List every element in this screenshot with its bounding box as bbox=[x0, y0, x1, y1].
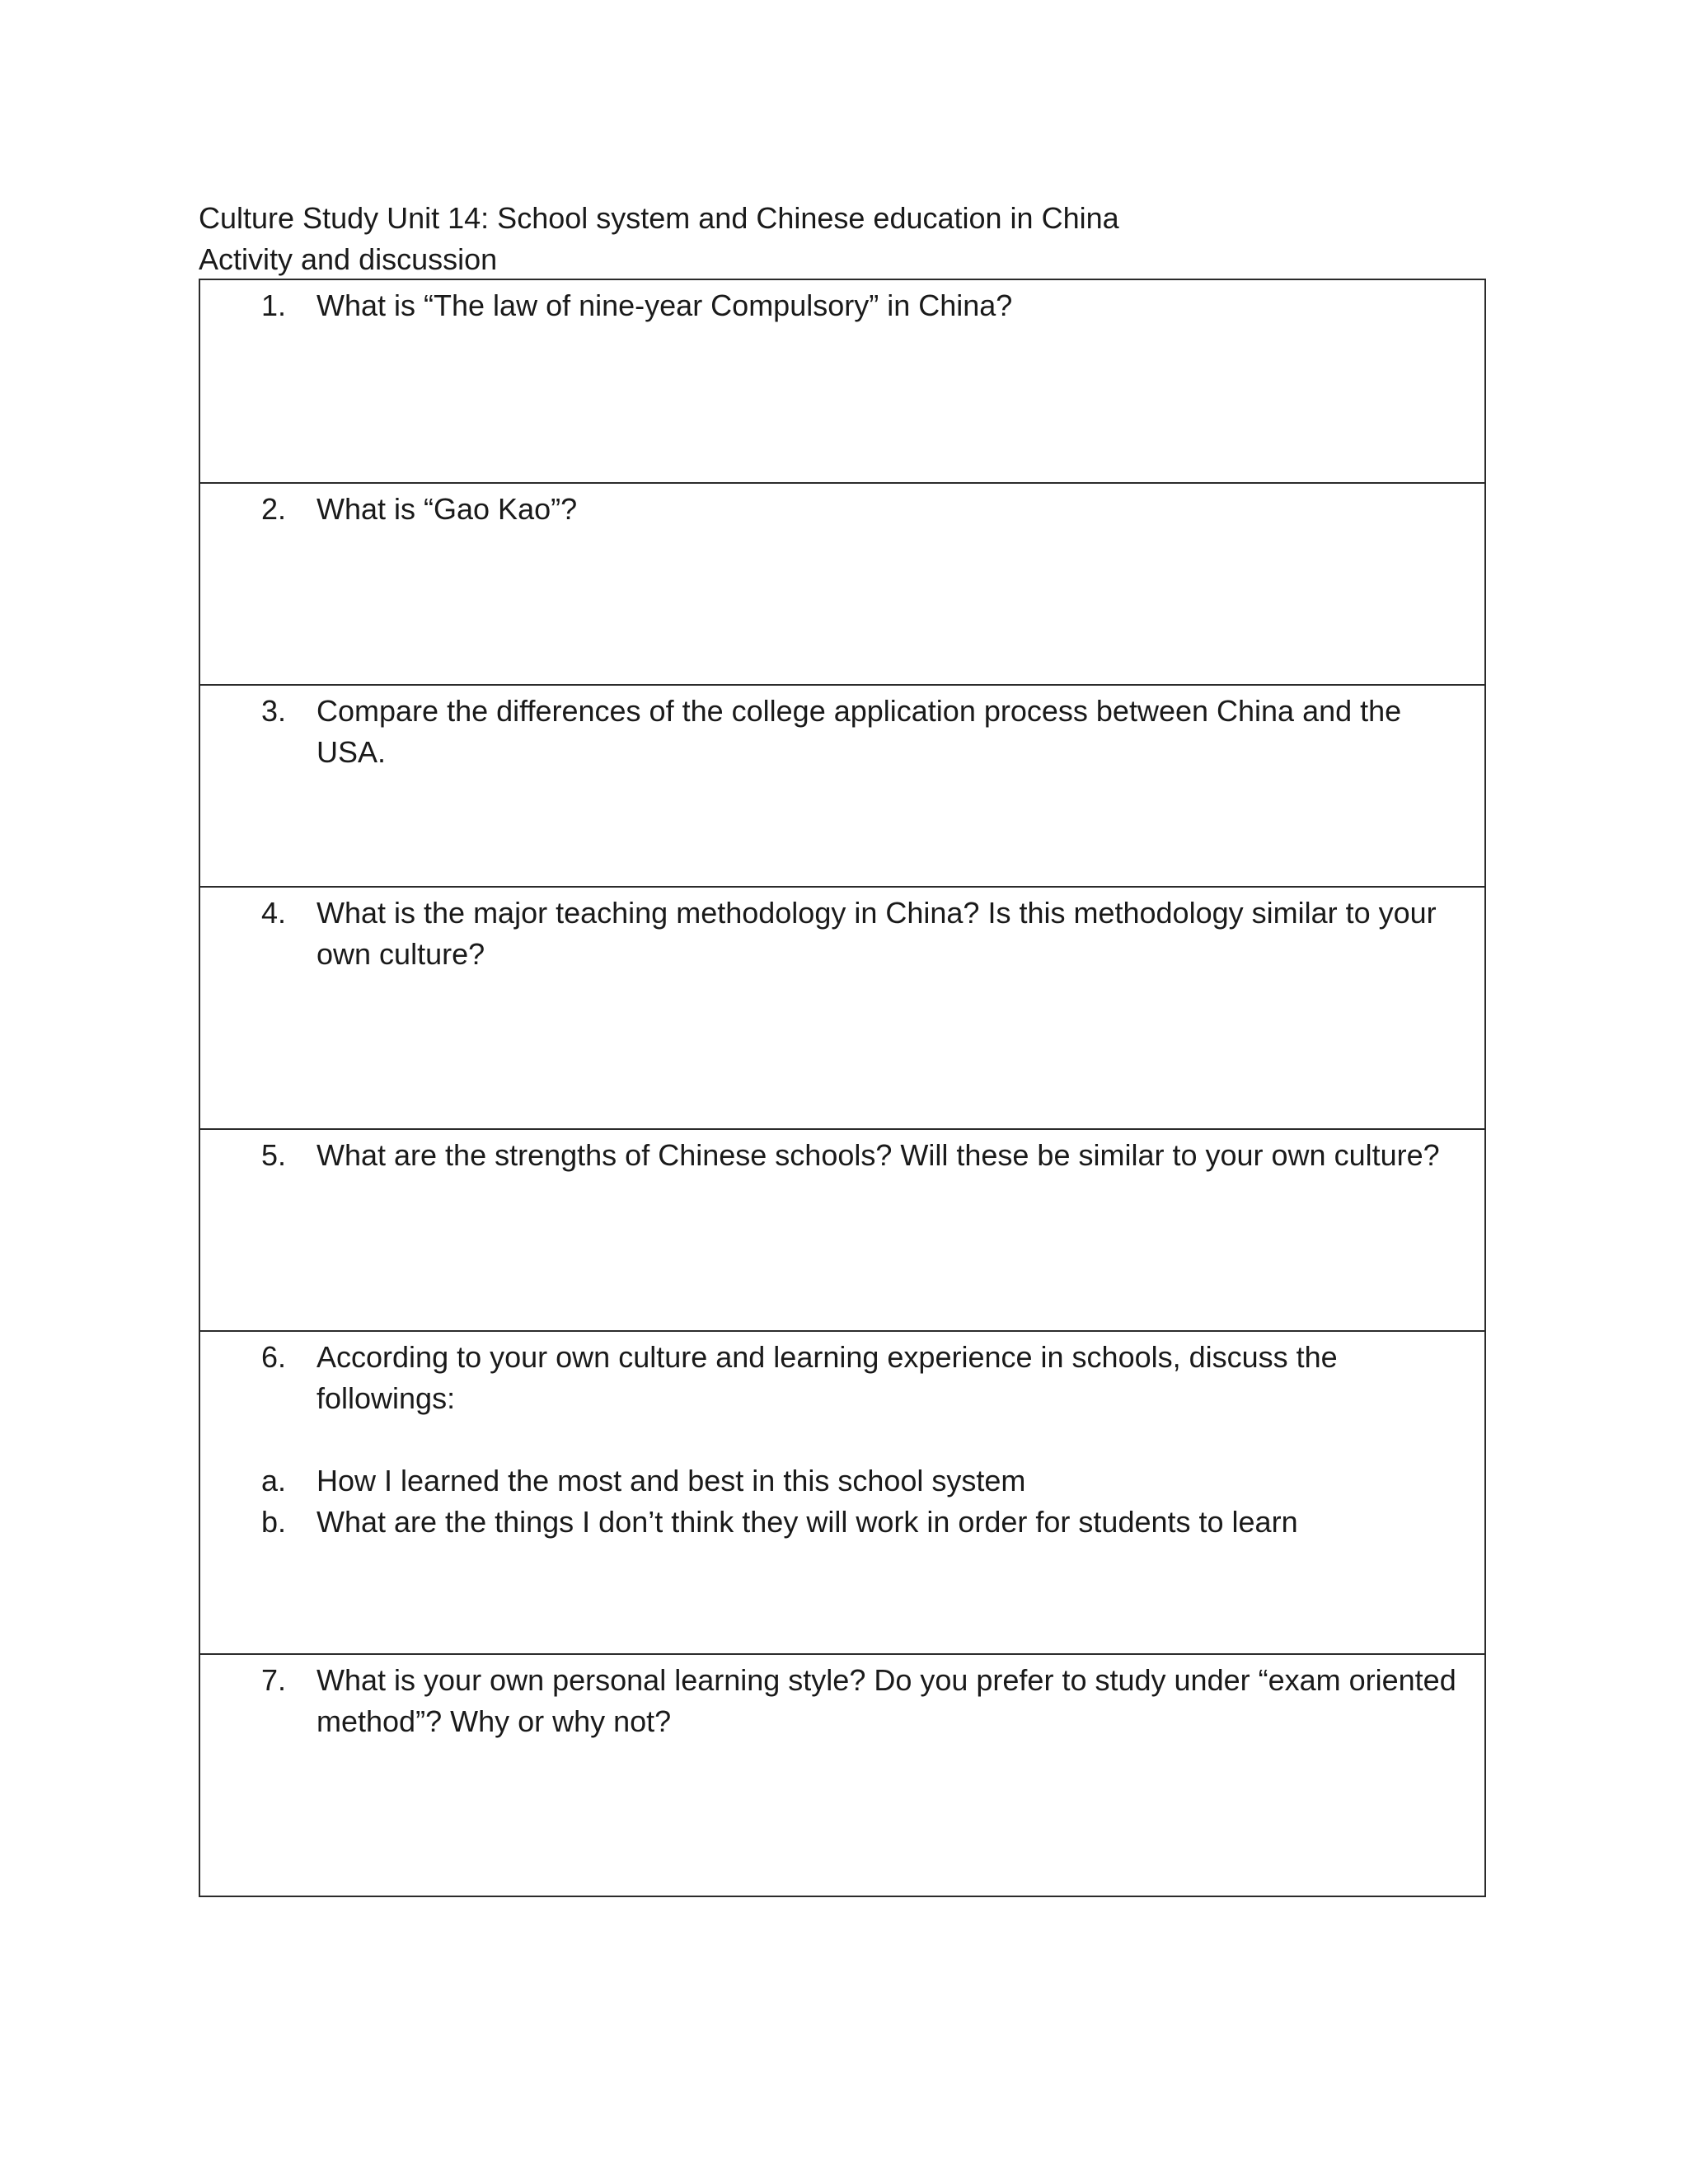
question-number: 3. bbox=[261, 694, 287, 728]
question-number: 5. bbox=[261, 1138, 287, 1172]
question-item bbox=[200, 1135, 1484, 1176]
question-row-1[interactable] bbox=[200, 280, 1484, 482]
question-text: What is the major teaching methodology in China? Is this methodology similar to your own culture? bbox=[316, 896, 1437, 971]
question-item bbox=[200, 893, 1484, 975]
spacer bbox=[200, 1419, 1484, 1460]
question-row-4[interactable] bbox=[200, 886, 1484, 1128]
question-row-3[interactable] bbox=[200, 684, 1484, 886]
question-number: 6. bbox=[261, 1340, 287, 1374]
question-text: Compare the differences of the college application process between China and the USA. bbox=[316, 694, 1402, 769]
question-number: 2. bbox=[261, 492, 287, 526]
question-number: 4. bbox=[261, 896, 287, 930]
question-item bbox=[200, 691, 1484, 773]
question-text: What is “Gao Kao”? bbox=[316, 492, 578, 526]
question-row-2[interactable] bbox=[200, 482, 1484, 684]
question-item bbox=[200, 489, 1484, 530]
question-item bbox=[200, 1660, 1484, 1742]
question-item bbox=[200, 1337, 1484, 1419]
question-number: 7. bbox=[261, 1663, 287, 1697]
question-row-7[interactable] bbox=[200, 1653, 1484, 1896]
sub-item-text: How I learned the most and best in this school system bbox=[316, 1464, 1026, 1497]
sub-item-letter: a. bbox=[261, 1464, 287, 1497]
question-text: According to your own culture and learning experience in schools, discuss the followings: bbox=[316, 1340, 1338, 1415]
worksheet-subtitle: Activity and discussion bbox=[199, 242, 498, 276]
sub-item-b bbox=[200, 1502, 1484, 1543]
question-text: What is your own personal learning style? Do you prefer to study under “exam oriented method”? Why or why not? bbox=[316, 1663, 1456, 1738]
sub-item-a bbox=[200, 1460, 1484, 1502]
question-row-5[interactable] bbox=[200, 1128, 1484, 1330]
sub-item-text: What are the things I don’t think they will work in order for students to learn bbox=[316, 1505, 1298, 1539]
question-row-6[interactable] bbox=[200, 1330, 1484, 1653]
question-item bbox=[200, 285, 1484, 326]
question-text: What is “The law of nine-year Compulsory” in China? bbox=[316, 288, 1013, 322]
question-table bbox=[199, 279, 1486, 1897]
worksheet-header bbox=[199, 198, 1484, 280]
worksheet-title: Culture Study Unit 14: School system and Chinese education in China bbox=[199, 201, 1119, 235]
question-text: What are the strengths of Chinese schools? Will these be similar to your own culture? bbox=[316, 1138, 1440, 1172]
sub-item-letter: b. bbox=[261, 1505, 287, 1539]
question-number: 1. bbox=[261, 288, 287, 322]
